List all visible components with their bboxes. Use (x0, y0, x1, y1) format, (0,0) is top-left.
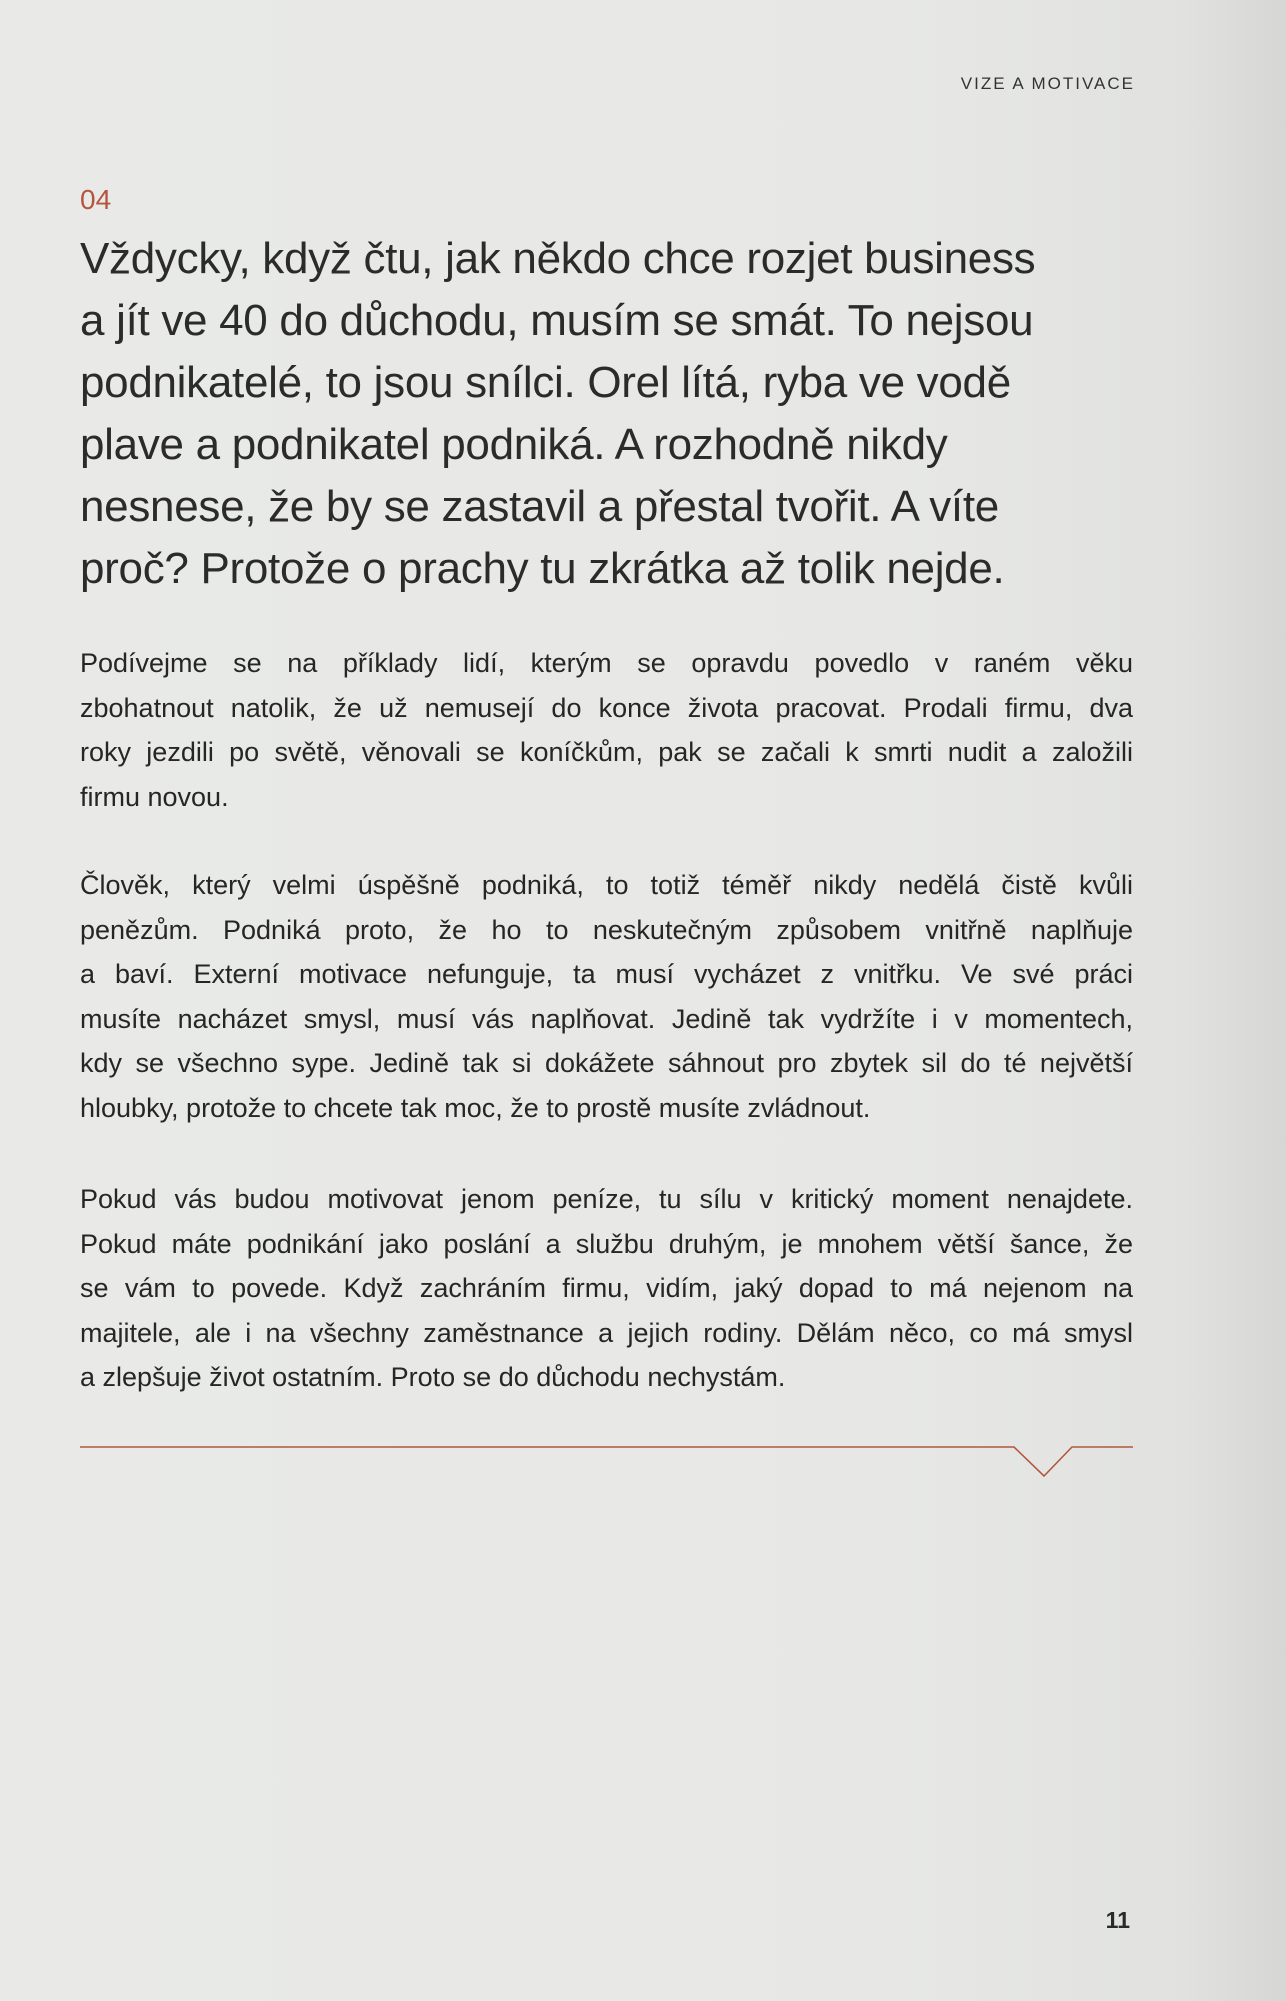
quote-line: plave a podnikatel podniká. A rozhodně nikdy (80, 420, 948, 469)
divider-notch-line (80, 1447, 1133, 1476)
quote-line: a jít ve 40 do důchodu, musím se smát. To nejsou (80, 296, 1034, 345)
pull-quote (80, 228, 1140, 600)
body-paragraph-1 (80, 641, 1133, 819)
paragraph-line: penězům. Podniká proto, že ho to neskutečným způsobem vnitřně naplňuje (80, 914, 1133, 945)
body-paragraph-2 (80, 863, 1133, 1131)
paragraph-line: a baví. Externí motivace nefunguje, ta musí vycházet z vnitřku. Ve své práci (80, 959, 1133, 990)
section-number: 04 (80, 184, 112, 215)
section-divider (80, 1440, 1133, 1480)
quote-line: podnikatelé, to jsou snílci. Orel lítá, ryba ve vodě (80, 358, 1011, 407)
quote-line: nesnese, že by se zastavil a přestal tvořit. A víte (80, 482, 999, 531)
paragraph-line: majitele, ale i na všechny zaměstnance a jejich rodiny. Dělám něco, co má smysl (80, 1317, 1133, 1348)
paragraph-line: se vám to povede. Když zachráním firmu, vidím, jaký dopad to má nejenom na (80, 1273, 1133, 1304)
quote-line: proč? Protože o prachy tu zkrátka až tolik nejde. (80, 544, 1005, 593)
paragraph-line: roky jezdili po světě, věnovali se koníčkům, pak se začali k smrti nudit a založili (80, 737, 1133, 768)
quote-line: Vždycky, když čtu, jak někdo chce rozjet business (80, 234, 1036, 283)
paragraph-line: Pokud máte podnikání jako poslání a službu druhým, je mnohem větší šance, že (80, 1228, 1133, 1259)
paragraph-line: a zlepšuje život ostatním. Proto se do důchodu nechystám. (80, 1362, 786, 1393)
body-paragraph-3 (80, 1177, 1133, 1400)
paragraph-line: Podívejme se na příklady lidí, kterým se opravdu povedlo v raném věku (80, 648, 1133, 678)
paragraph-line: hloubky, protože to chcete tak moc, že to prostě musíte zvládnout. (80, 1092, 871, 1123)
paragraph-line: kdy se všechno sype. Jedině tak si dokážete sáhnout pro zbytek sil do té největší (80, 1048, 1133, 1079)
paragraph-line: firmu novou. (80, 781, 229, 812)
paragraph-line: Člověk, který velmi úspěšně podniká, to totiž téměř nikdy nedělá čistě kvůli (80, 870, 1133, 900)
page-number: 11 (1105, 1907, 1130, 1933)
paragraph-line: musíte nacházet smysl, musí vás naplňovat. Jedině tak vydržíte i v momentech, (80, 1003, 1133, 1034)
paragraph-line: Pokud vás budou motivovat jenom peníze, tu sílu v kritický moment nenajdete. (80, 1184, 1133, 1214)
running-header: VIZE A MOTIVACE (960, 74, 1135, 93)
paragraph-line: zbohatnout natolik, že už nemusejí do konce života pracovat. Prodali firmu, dva (80, 692, 1133, 723)
